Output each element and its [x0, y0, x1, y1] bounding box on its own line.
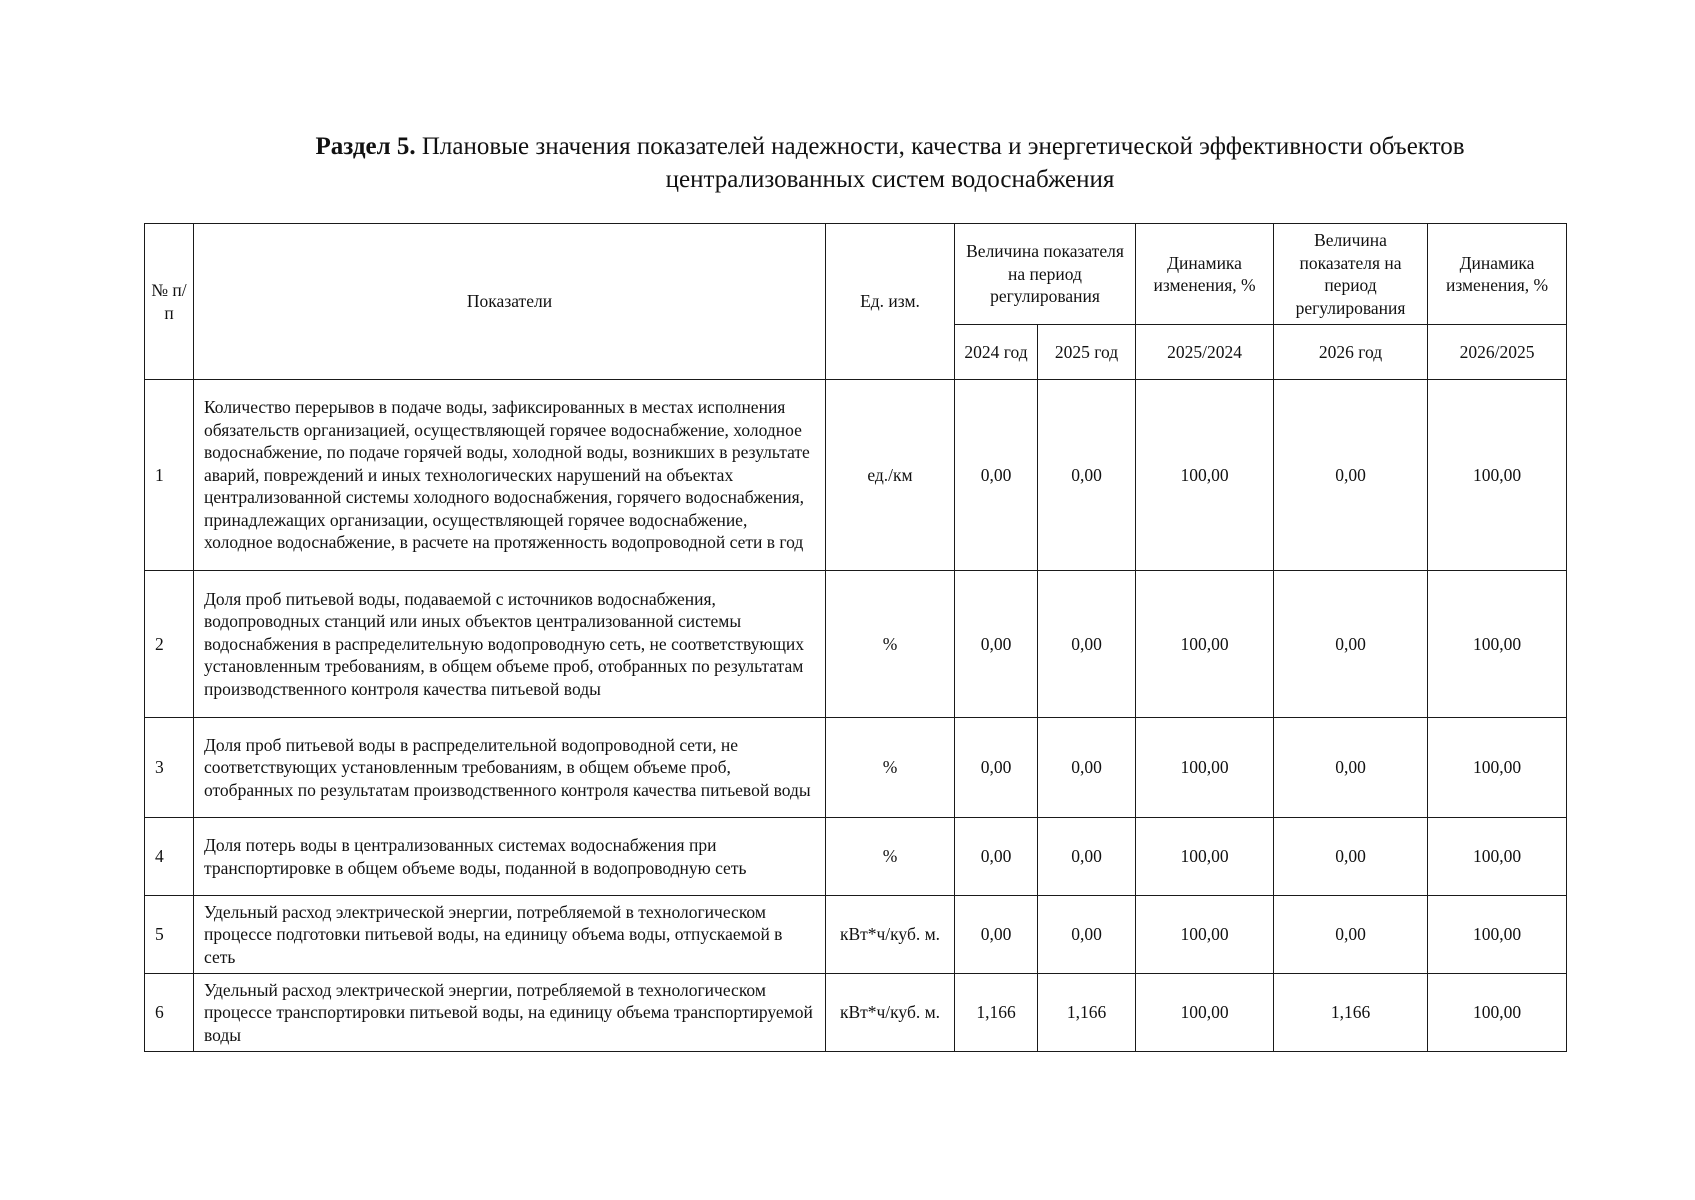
- row-indicator: Доля проб питьевой воды, подаваемой с источников водоснабжения, водопроводных станций или иных объектов централизованной системы водоснабжения в распределительную водопроводную сеть, не соответствующих установленным требованиям, в общем объеме проб, отобранных по результатам производственного контроля качества питьевой воды: [194, 571, 826, 718]
- header-year-2024: 2024 год: [955, 325, 1038, 380]
- table-row: [145, 380, 1567, 571]
- row-num: 6: [145, 974, 194, 1052]
- table-row: [145, 571, 1567, 718]
- row-dynamics-2: 100,00: [1428, 974, 1567, 1052]
- row-num: 2: [145, 571, 194, 718]
- row-value-2026: 0,00: [1274, 718, 1428, 818]
- row-indicator: Удельный расход электрической энергии, потребляемой в технологическом процессе транспортировки питьевой воды, на единицу объема транспортируемой воды: [194, 974, 826, 1052]
- table-row: [145, 896, 1567, 974]
- row-value-2026: 0,00: [1274, 896, 1428, 974]
- section-title-line2: централизованных систем водоснабжения: [665, 166, 1115, 193]
- row-value-2024: 0,00: [955, 818, 1038, 896]
- row-value-2024: 0,00: [955, 380, 1038, 571]
- row-value-2025: 0,00: [1038, 896, 1136, 974]
- header-num: № п/п: [145, 224, 194, 380]
- row-dynamics-1: 100,00: [1136, 896, 1274, 974]
- row-value-2026: 0,00: [1274, 818, 1428, 896]
- header-dynamics-2: Динамика изменения, %: [1428, 224, 1567, 325]
- row-dynamics-1: 100,00: [1136, 974, 1274, 1052]
- row-value-2026: 1,166: [1274, 974, 1428, 1052]
- row-indicator: Удельный расход электрической энергии, потребляемой в технологическом процессе подготовки питьевой воды, на единицу объема воды, отпускаемой в сеть: [194, 896, 826, 974]
- row-unit: %: [826, 818, 955, 896]
- header-ratio-1: 2025/2024: [1136, 325, 1274, 380]
- row-dynamics-2: 100,00: [1428, 718, 1567, 818]
- header-year-2026: 2026 год: [1274, 325, 1428, 380]
- row-value-2024: 0,00: [955, 718, 1038, 818]
- row-num: 1: [145, 380, 194, 571]
- row-num: 5: [145, 896, 194, 974]
- header-row-group: [145, 224, 1567, 325]
- header-unit: Ед. изм.: [826, 224, 955, 380]
- row-unit: %: [826, 571, 955, 718]
- header-indicator: Показатели: [194, 224, 826, 380]
- section-number: Раздел 5.: [315, 133, 416, 160]
- row-num: 4: [145, 818, 194, 896]
- row-dynamics-2: 100,00: [1428, 571, 1567, 718]
- row-value-2026: 0,00: [1274, 380, 1428, 571]
- row-value-2024: 0,00: [955, 571, 1038, 718]
- indicators-table: [144, 223, 1567, 1052]
- row-indicator: Количество перерывов в подаче воды, зафиксированных в местах исполнения обязательств организацией, осуществляющей горячее водоснабжение, холодное водоснабжение, по подаче горячей воды, холодной воды, возникших в результате аварий, повреждений и иных технологических нарушений на объектах централизованной системы холодного водоснабжения, горячего водоснабжения, принадлежащих организации, осуществляющей горячее водоснабжение, холодное водоснабжение, в расчете на протяженность водопроводной сети в год: [194, 380, 826, 571]
- section-title: [145, 130, 1635, 196]
- row-unit: кВт*ч/куб. м.: [826, 974, 955, 1052]
- header-dynamics-1: Динамика изменения, %: [1136, 224, 1274, 325]
- row-dynamics-1: 100,00: [1136, 818, 1274, 896]
- row-indicator: Доля потерь воды в централизованных системах водоснабжения при транспортировке в общем объеме воды, поданной в водопроводную сеть: [194, 818, 826, 896]
- table-row: [145, 974, 1567, 1052]
- row-value-2025: 0,00: [1038, 718, 1136, 818]
- row-value-2024: 0,00: [955, 896, 1038, 974]
- row-unit: кВт*ч/куб. м.: [826, 896, 955, 974]
- row-unit: %: [826, 718, 955, 818]
- row-value-2025: 1,166: [1038, 974, 1136, 1052]
- row-dynamics-1: 100,00: [1136, 380, 1274, 571]
- row-value-2025: 0,00: [1038, 571, 1136, 718]
- header-ratio-2: 2026/2025: [1428, 325, 1567, 380]
- header-value-group-1: Величина показателя на период регулирования: [955, 224, 1136, 325]
- row-dynamics-2: 100,00: [1428, 380, 1567, 571]
- row-dynamics-1: 100,00: [1136, 571, 1274, 718]
- row-dynamics-1: 100,00: [1136, 718, 1274, 818]
- row-dynamics-2: 100,00: [1428, 818, 1567, 896]
- header-value-group-2: Величина показателя на период регулирования: [1274, 224, 1428, 325]
- row-indicator: Доля проб питьевой воды в распределительной водопроводной сети, не соответствующих установленным требованиям, в общем объеме проб, отобранных по результатам производственного контроля качества питьевой воды: [194, 718, 826, 818]
- row-value-2024: 1,166: [955, 974, 1038, 1052]
- row-num: 3: [145, 718, 194, 818]
- row-unit: ед./км: [826, 380, 955, 571]
- row-value-2026: 0,00: [1274, 571, 1428, 718]
- row-dynamics-2: 100,00: [1428, 896, 1567, 974]
- table-row: [145, 718, 1567, 818]
- row-value-2025: 0,00: [1038, 818, 1136, 896]
- table-row: [145, 818, 1567, 896]
- row-value-2025: 0,00: [1038, 380, 1136, 571]
- header-year-2025: 2025 год: [1038, 325, 1136, 380]
- section-title-line1: Плановые значения показателей надежности, качества и энергетической эффективности объектов: [421, 133, 1465, 160]
